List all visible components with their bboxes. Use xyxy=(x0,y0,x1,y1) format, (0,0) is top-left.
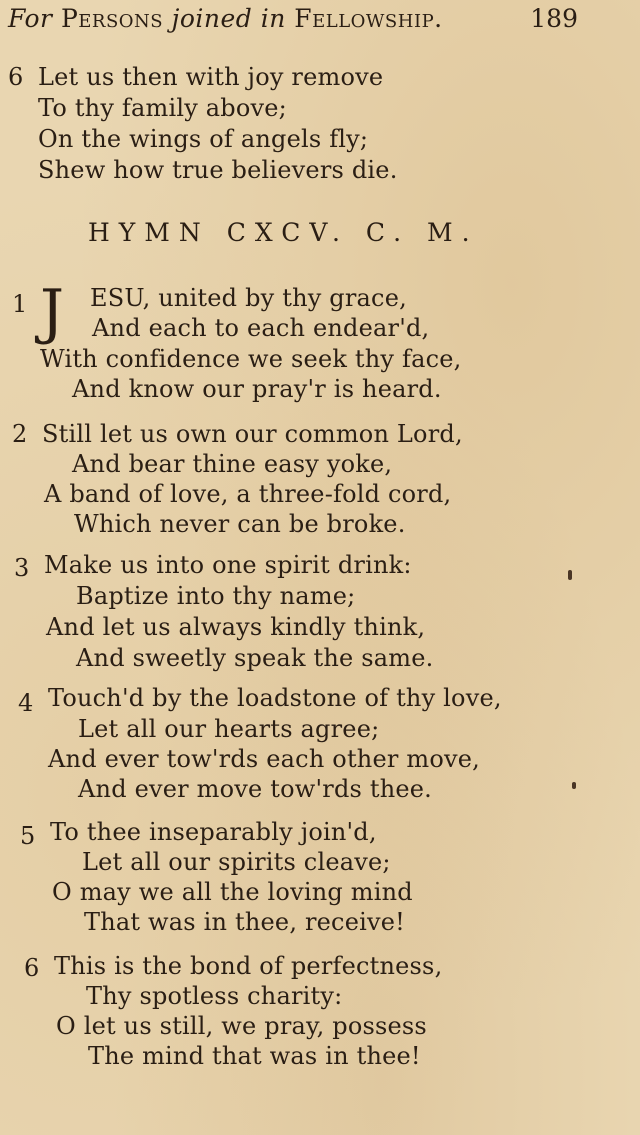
stanza-1-line-3: With confidence we seek thy face, xyxy=(40,345,462,373)
ink-speck-mark xyxy=(572,782,576,789)
prev-stanza-number: 6 xyxy=(8,63,24,91)
stanza-1-number: 1 xyxy=(12,290,28,318)
stanza-6-line-3: O let us still, we pray, possess xyxy=(56,1012,427,1040)
prev-stanza-line-2: To thy family above; xyxy=(38,94,287,122)
running-head-fellowship: Fellowship. xyxy=(294,4,443,33)
stanza-3-line-2: Baptize into thy name; xyxy=(76,582,356,610)
stanza-2-number: 2 xyxy=(12,420,28,448)
stanza-1-line-2: And each to each endear'd, xyxy=(92,314,430,342)
prev-stanza-line-3: On the wings of angels fly; xyxy=(38,125,369,153)
stanza-5-line-3: O may we all the loving mind xyxy=(52,878,413,906)
prev-stanza-line-1: Let us then with joy remove xyxy=(38,63,384,91)
running-head xyxy=(8,4,578,40)
stanza-1-line-4: And know our pray'r is heard. xyxy=(72,375,442,403)
ink-speck-mark xyxy=(568,570,572,580)
stanza-6-line-2: Thy spotless charity: xyxy=(86,982,343,1010)
stanza-6-line-1: This is the bond of perfectness, xyxy=(54,952,443,980)
running-head-title xyxy=(8,4,443,33)
hymn-title: HYMN CXCV. C. M. xyxy=(88,218,479,247)
page-number: 189 xyxy=(530,4,578,33)
stanza-4-line-2: Let all our hearts agree; xyxy=(78,715,380,743)
stanza-3-number: 3 xyxy=(14,554,30,582)
stanza-3-line-1: Make us into one spirit drink: xyxy=(44,551,412,579)
stanza-2-line-3: A band of love, a three-fold cord, xyxy=(44,480,452,508)
stanza-5-line-1: To thee inseparably join'd, xyxy=(50,818,377,846)
stanza-4-line-4: And ever move tow'rds thee. xyxy=(78,775,432,803)
stanza-6-line-4: The mind that was in thee! xyxy=(88,1042,421,1070)
stanza-5-line-4: That was in thee, receive! xyxy=(84,908,405,936)
stanza-2-line-1: Still let us own our common Lord, xyxy=(42,420,463,448)
stanza-2-line-2: And bear thine easy yoke, xyxy=(72,450,393,478)
dropcap-letter: J xyxy=(40,277,65,347)
running-head-prefix: For xyxy=(8,4,53,33)
stanza-2-line-4: Which never can be broke. xyxy=(74,510,406,538)
stanza-5-number: 5 xyxy=(20,822,36,850)
stanza-3-line-3: And let us always kindly think, xyxy=(46,613,426,641)
stanza-1-line-1: ESU, united by thy grace, xyxy=(90,284,407,312)
stanza-4-line-1: Touch'd by the loadstone of thy love, xyxy=(48,684,502,712)
stanza-3-line-4: And sweetly speak the same. xyxy=(76,644,434,672)
stanza-6-number: 6 xyxy=(24,954,40,982)
stanza-4-number: 4 xyxy=(18,689,34,717)
stanza-5-line-2: Let all our spirits cleave; xyxy=(82,848,391,876)
running-head-persons: Persons xyxy=(60,4,164,33)
running-head-joined: joined in xyxy=(171,4,286,33)
stanza-4-line-3: And ever tow'rds each other move, xyxy=(48,745,480,773)
prev-stanza-line-4: Shew how true believers die. xyxy=(38,156,398,184)
